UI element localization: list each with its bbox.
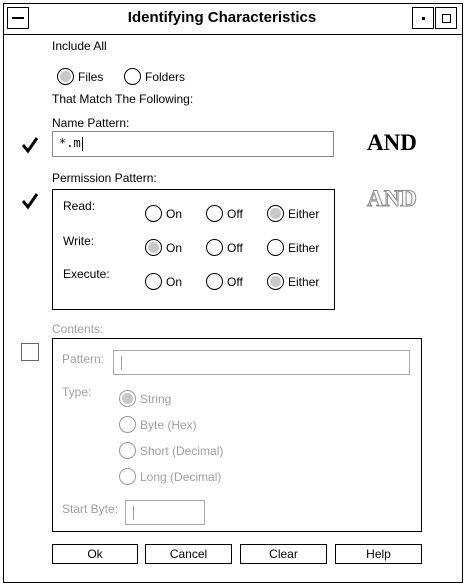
minimize-button[interactable] bbox=[412, 7, 434, 29]
include-all-label: Include All bbox=[52, 39, 107, 53]
permission-pattern-label: Permission Pattern: bbox=[52, 171, 157, 185]
match-label: That Match The Following: bbox=[52, 92, 194, 106]
and-operator-2: AND bbox=[367, 186, 417, 211]
contents-checkbox[interactable] bbox=[21, 343, 39, 361]
contents-label: Contents: bbox=[52, 322, 104, 336]
execute-off-label: Off bbox=[227, 275, 243, 289]
pattern-label: Pattern: bbox=[62, 352, 105, 366]
read-off-radio[interactable] bbox=[206, 205, 223, 222]
cancel-button[interactable]: Cancel bbox=[145, 544, 232, 564]
start-byte-label: Start Byte: bbox=[62, 502, 119, 516]
read-label: Read: bbox=[63, 199, 96, 213]
window-menu-button[interactable] bbox=[7, 7, 29, 29]
square-icon bbox=[442, 14, 451, 23]
dot-icon bbox=[422, 17, 425, 20]
write-off-label: Off bbox=[227, 241, 243, 255]
type-long-label: Long (Decimal) bbox=[140, 470, 222, 484]
ok-button[interactable]: Ok bbox=[52, 544, 138, 564]
contents-pattern-input[interactable] bbox=[113, 350, 410, 375]
read-off-label: Off bbox=[227, 207, 243, 221]
files-label: Files bbox=[78, 70, 104, 84]
read-on-radio[interactable] bbox=[145, 205, 162, 222]
name-pattern-checkbox[interactable] bbox=[21, 136, 39, 154]
type-label: Type: bbox=[62, 385, 92, 399]
title-bar bbox=[4, 4, 462, 35]
start-byte-input[interactable] bbox=[125, 500, 205, 525]
name-pattern-value: *.m bbox=[59, 136, 81, 150]
execute-on-label: On bbox=[166, 275, 183, 289]
window-title: Identifying Characteristics bbox=[127, 9, 317, 26]
execute-off-radio[interactable] bbox=[206, 273, 223, 290]
read-on-label: On bbox=[166, 207, 183, 221]
name-pattern-input[interactable] bbox=[52, 131, 334, 157]
execute-label: Execute: bbox=[63, 267, 110, 281]
maximize-button[interactable] bbox=[435, 7, 457, 29]
minus-icon bbox=[12, 17, 24, 19]
read-either-radio[interactable] bbox=[267, 205, 284, 222]
type-short-label: Short (Decimal) bbox=[140, 444, 224, 458]
clear-button[interactable]: Clear bbox=[240, 544, 327, 564]
write-either-label: Either bbox=[288, 241, 320, 255]
execute-on-radio[interactable] bbox=[145, 273, 162, 290]
type-short-radio[interactable] bbox=[119, 442, 136, 459]
type-string-radio[interactable] bbox=[119, 390, 136, 407]
write-label: Write: bbox=[63, 234, 95, 248]
and-operator-1: AND bbox=[367, 130, 417, 155]
read-either-label: Either bbox=[288, 207, 320, 221]
execute-either-label: Either bbox=[288, 275, 320, 289]
type-byte-radio[interactable] bbox=[119, 416, 136, 433]
folders-label: Folders bbox=[145, 70, 186, 84]
write-on-radio[interactable] bbox=[145, 239, 162, 256]
write-either-radio[interactable] bbox=[267, 239, 284, 256]
execute-either-radio[interactable] bbox=[267, 273, 284, 290]
folders-radio[interactable] bbox=[124, 68, 141, 85]
type-string-label: String bbox=[140, 392, 172, 406]
type-byte-label: Byte (Hex) bbox=[140, 418, 197, 432]
name-pattern-label: Name Pattern: bbox=[52, 116, 130, 130]
help-button[interactable]: Help bbox=[335, 544, 422, 564]
type-long-radio[interactable] bbox=[119, 468, 136, 485]
permission-pattern-checkbox[interactable] bbox=[21, 192, 39, 210]
write-off-radio[interactable] bbox=[206, 239, 223, 256]
files-radio[interactable] bbox=[57, 68, 74, 85]
write-on-label: On bbox=[166, 241, 183, 255]
